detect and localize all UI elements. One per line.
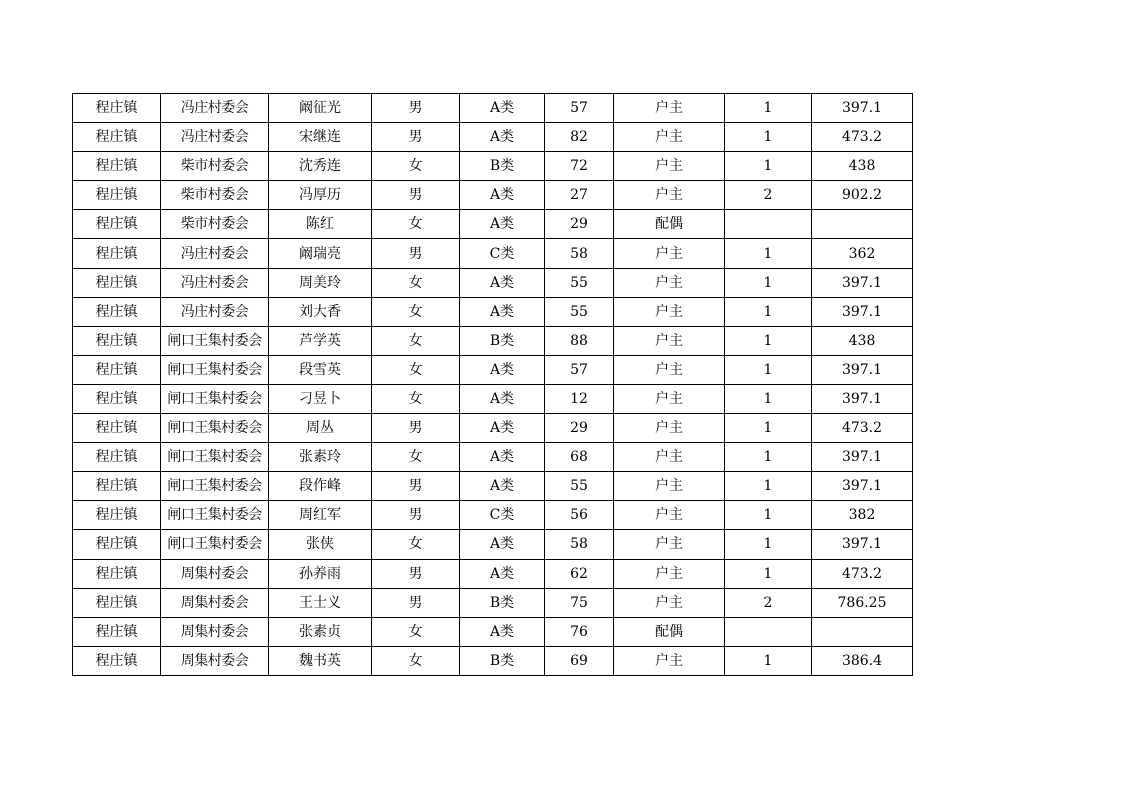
name-cell: 刘大香 xyxy=(269,297,372,326)
category-cell: A类 xyxy=(460,384,545,413)
table-row xyxy=(73,152,913,181)
name-cell: 魏书英 xyxy=(269,646,372,675)
category-cell: A类 xyxy=(460,414,545,443)
table-row xyxy=(73,501,913,530)
village-cell: 闸口王集村委会 xyxy=(161,472,269,501)
village-cell: 周集村委会 xyxy=(161,646,269,675)
household-size-cell: 1 xyxy=(725,326,812,355)
category-cell: B类 xyxy=(460,588,545,617)
gender-cell: 男 xyxy=(372,414,460,443)
town-cell: 程庄镇 xyxy=(73,181,161,210)
relation-cell: 配偶 xyxy=(614,210,725,239)
name-cell: 段雪英 xyxy=(269,355,372,384)
amount-cell: 397.1 xyxy=(812,472,913,501)
amount-cell xyxy=(812,617,913,646)
name-cell: 周红军 xyxy=(269,501,372,530)
relation-cell: 户主 xyxy=(614,239,725,268)
household-size-cell: 2 xyxy=(725,181,812,210)
category-cell: B类 xyxy=(460,326,545,355)
table-row xyxy=(73,559,913,588)
town-cell: 程庄镇 xyxy=(73,239,161,268)
age-cell: 56 xyxy=(545,501,614,530)
table-row xyxy=(73,384,913,413)
gender-cell: 女 xyxy=(372,646,460,675)
name-cell: 张侠 xyxy=(269,530,372,559)
amount-cell: 473.2 xyxy=(812,559,913,588)
gender-cell: 女 xyxy=(372,152,460,181)
household-size-cell xyxy=(725,210,812,239)
table-row xyxy=(73,239,913,268)
age-cell: 72 xyxy=(545,152,614,181)
household-size-cell: 1 xyxy=(725,443,812,472)
relation-cell: 户主 xyxy=(614,530,725,559)
table-row xyxy=(73,472,913,501)
amount-cell: 473.2 xyxy=(812,123,913,152)
household-size-cell: 2 xyxy=(725,588,812,617)
name-cell: 王士义 xyxy=(269,588,372,617)
town-cell: 程庄镇 xyxy=(73,94,161,123)
category-cell: A类 xyxy=(460,297,545,326)
amount-cell: 397.1 xyxy=(812,268,913,297)
relation-cell: 户主 xyxy=(614,123,725,152)
age-cell: 68 xyxy=(545,443,614,472)
household-size-cell: 1 xyxy=(725,501,812,530)
category-cell: C类 xyxy=(460,239,545,268)
village-cell: 柴市村委会 xyxy=(161,152,269,181)
gender-cell: 男 xyxy=(372,501,460,530)
name-cell: 周美玲 xyxy=(269,268,372,297)
town-cell: 程庄镇 xyxy=(73,617,161,646)
table-row xyxy=(73,181,913,210)
category-cell: B类 xyxy=(460,152,545,181)
village-cell: 闸口王集村委会 xyxy=(161,530,269,559)
household-size-cell: 1 xyxy=(725,530,812,559)
gender-cell: 女 xyxy=(372,443,460,472)
age-cell: 69 xyxy=(545,646,614,675)
category-cell: B类 xyxy=(460,646,545,675)
amount-cell: 438 xyxy=(812,326,913,355)
table-row xyxy=(73,297,913,326)
name-cell: 刁昱卜 xyxy=(269,384,372,413)
village-cell: 冯庄村委会 xyxy=(161,94,269,123)
gender-cell: 女 xyxy=(372,268,460,297)
table-row xyxy=(73,326,913,355)
category-cell: C类 xyxy=(460,501,545,530)
village-cell: 闸口王集村委会 xyxy=(161,414,269,443)
household-size-cell: 1 xyxy=(725,559,812,588)
gender-cell: 男 xyxy=(372,94,460,123)
village-cell: 柴市村委会 xyxy=(161,181,269,210)
town-cell: 程庄镇 xyxy=(73,501,161,530)
household-size-cell: 1 xyxy=(725,94,812,123)
age-cell: 55 xyxy=(545,472,614,501)
age-cell: 55 xyxy=(545,297,614,326)
town-cell: 程庄镇 xyxy=(73,210,161,239)
name-cell: 张素贞 xyxy=(269,617,372,646)
age-cell: 27 xyxy=(545,181,614,210)
village-cell: 闸口王集村委会 xyxy=(161,443,269,472)
household-size-cell: 1 xyxy=(725,123,812,152)
town-cell: 程庄镇 xyxy=(73,472,161,501)
name-cell: 周丛 xyxy=(269,414,372,443)
age-cell: 29 xyxy=(545,414,614,443)
household-size-cell: 1 xyxy=(725,297,812,326)
table-row xyxy=(73,530,913,559)
relation-cell: 户主 xyxy=(614,355,725,384)
name-cell: 张素玲 xyxy=(269,443,372,472)
amount-cell: 382 xyxy=(812,501,913,530)
relation-cell: 户主 xyxy=(614,326,725,355)
relation-cell: 户主 xyxy=(614,559,725,588)
town-cell: 程庄镇 xyxy=(73,588,161,617)
village-cell: 冯庄村委会 xyxy=(161,239,269,268)
gender-cell: 女 xyxy=(372,210,460,239)
table-row xyxy=(73,268,913,297)
relation-cell: 户主 xyxy=(614,443,725,472)
relation-cell: 户主 xyxy=(614,414,725,443)
gender-cell: 男 xyxy=(372,181,460,210)
town-cell: 程庄镇 xyxy=(73,530,161,559)
category-cell: A类 xyxy=(460,181,545,210)
age-cell: 55 xyxy=(545,268,614,297)
table-row xyxy=(73,355,913,384)
amount-cell: 397.1 xyxy=(812,443,913,472)
town-cell: 程庄镇 xyxy=(73,152,161,181)
gender-cell: 男 xyxy=(372,123,460,152)
town-cell: 程庄镇 xyxy=(73,297,161,326)
relation-cell: 户主 xyxy=(614,152,725,181)
village-cell: 闸口王集村委会 xyxy=(161,326,269,355)
relation-cell: 户主 xyxy=(614,501,725,530)
household-size-cell: 1 xyxy=(725,472,812,501)
household-size-cell: 1 xyxy=(725,152,812,181)
age-cell: 88 xyxy=(545,326,614,355)
gender-cell: 女 xyxy=(372,617,460,646)
amount-cell: 397.1 xyxy=(812,94,913,123)
category-cell: A类 xyxy=(460,94,545,123)
table-body xyxy=(73,94,913,676)
gender-cell: 男 xyxy=(372,559,460,588)
table-row xyxy=(73,646,913,675)
table-row xyxy=(73,443,913,472)
gender-cell: 男 xyxy=(372,472,460,501)
relation-cell: 配偶 xyxy=(614,617,725,646)
age-cell: 75 xyxy=(545,588,614,617)
relation-cell: 户主 xyxy=(614,268,725,297)
data-table xyxy=(72,93,913,676)
category-cell: A类 xyxy=(460,210,545,239)
town-cell: 程庄镇 xyxy=(73,646,161,675)
amount-cell: 386.4 xyxy=(812,646,913,675)
amount-cell: 397.1 xyxy=(812,384,913,413)
household-size-cell: 1 xyxy=(725,268,812,297)
gender-cell: 男 xyxy=(372,588,460,617)
household-size-cell: 1 xyxy=(725,414,812,443)
name-cell: 芦学英 xyxy=(269,326,372,355)
category-cell: A类 xyxy=(460,123,545,152)
name-cell: 冯厚历 xyxy=(269,181,372,210)
amount-cell: 438 xyxy=(812,152,913,181)
category-cell: A类 xyxy=(460,530,545,559)
name-cell: 阚瑞亮 xyxy=(269,239,372,268)
category-cell: A类 xyxy=(460,355,545,384)
household-size-cell: 1 xyxy=(725,355,812,384)
town-cell: 程庄镇 xyxy=(73,384,161,413)
relation-cell: 户主 xyxy=(614,94,725,123)
amount-cell: 473.2 xyxy=(812,414,913,443)
gender-cell: 女 xyxy=(372,384,460,413)
amount-cell: 397.1 xyxy=(812,297,913,326)
amount-cell: 786.25 xyxy=(812,588,913,617)
name-cell: 陈红 xyxy=(269,210,372,239)
village-cell: 冯庄村委会 xyxy=(161,268,269,297)
village-cell: 柴市村委会 xyxy=(161,210,269,239)
category-cell: A类 xyxy=(460,559,545,588)
table-row xyxy=(73,617,913,646)
table-row xyxy=(73,94,913,123)
town-cell: 程庄镇 xyxy=(73,326,161,355)
category-cell: A类 xyxy=(460,617,545,646)
amount-cell xyxy=(812,210,913,239)
village-cell: 周集村委会 xyxy=(161,588,269,617)
age-cell: 58 xyxy=(545,239,614,268)
relation-cell: 户主 xyxy=(614,297,725,326)
relation-cell: 户主 xyxy=(614,588,725,617)
age-cell: 76 xyxy=(545,617,614,646)
age-cell: 62 xyxy=(545,559,614,588)
name-cell: 沈秀连 xyxy=(269,152,372,181)
amount-cell: 902.2 xyxy=(812,181,913,210)
gender-cell: 男 xyxy=(372,239,460,268)
village-cell: 闸口王集村委会 xyxy=(161,501,269,530)
name-cell: 宋继连 xyxy=(269,123,372,152)
household-size-cell: 1 xyxy=(725,384,812,413)
table-row xyxy=(73,123,913,152)
village-cell: 冯庄村委会 xyxy=(161,123,269,152)
relation-cell: 户主 xyxy=(614,646,725,675)
town-cell: 程庄镇 xyxy=(73,355,161,384)
relation-cell: 户主 xyxy=(614,384,725,413)
town-cell: 程庄镇 xyxy=(73,268,161,297)
age-cell: 58 xyxy=(545,530,614,559)
age-cell: 57 xyxy=(545,355,614,384)
age-cell: 82 xyxy=(545,123,614,152)
name-cell: 段作峰 xyxy=(269,472,372,501)
town-cell: 程庄镇 xyxy=(73,443,161,472)
name-cell: 孙养雨 xyxy=(269,559,372,588)
amount-cell: 397.1 xyxy=(812,530,913,559)
town-cell: 程庄镇 xyxy=(73,123,161,152)
age-cell: 57 xyxy=(545,94,614,123)
amount-cell: 397.1 xyxy=(812,355,913,384)
age-cell: 29 xyxy=(545,210,614,239)
age-cell: 12 xyxy=(545,384,614,413)
village-cell: 闸口王集村委会 xyxy=(161,355,269,384)
gender-cell: 女 xyxy=(372,530,460,559)
relation-cell: 户主 xyxy=(614,472,725,501)
table-row xyxy=(73,210,913,239)
gender-cell: 女 xyxy=(372,297,460,326)
table-row xyxy=(73,588,913,617)
relation-cell: 户主 xyxy=(614,181,725,210)
gender-cell: 女 xyxy=(372,355,460,384)
category-cell: A类 xyxy=(460,443,545,472)
category-cell: A类 xyxy=(460,472,545,501)
table-row xyxy=(73,414,913,443)
village-cell: 闸口王集村委会 xyxy=(161,384,269,413)
town-cell: 程庄镇 xyxy=(73,414,161,443)
gender-cell: 女 xyxy=(372,326,460,355)
household-size-cell: 1 xyxy=(725,646,812,675)
amount-cell: 362 xyxy=(812,239,913,268)
village-cell: 冯庄村委会 xyxy=(161,297,269,326)
household-size-cell xyxy=(725,617,812,646)
name-cell: 阚征光 xyxy=(269,94,372,123)
village-cell: 周集村委会 xyxy=(161,559,269,588)
household-size-cell: 1 xyxy=(725,239,812,268)
village-cell: 周集村委会 xyxy=(161,617,269,646)
category-cell: A类 xyxy=(460,268,545,297)
town-cell: 程庄镇 xyxy=(73,559,161,588)
